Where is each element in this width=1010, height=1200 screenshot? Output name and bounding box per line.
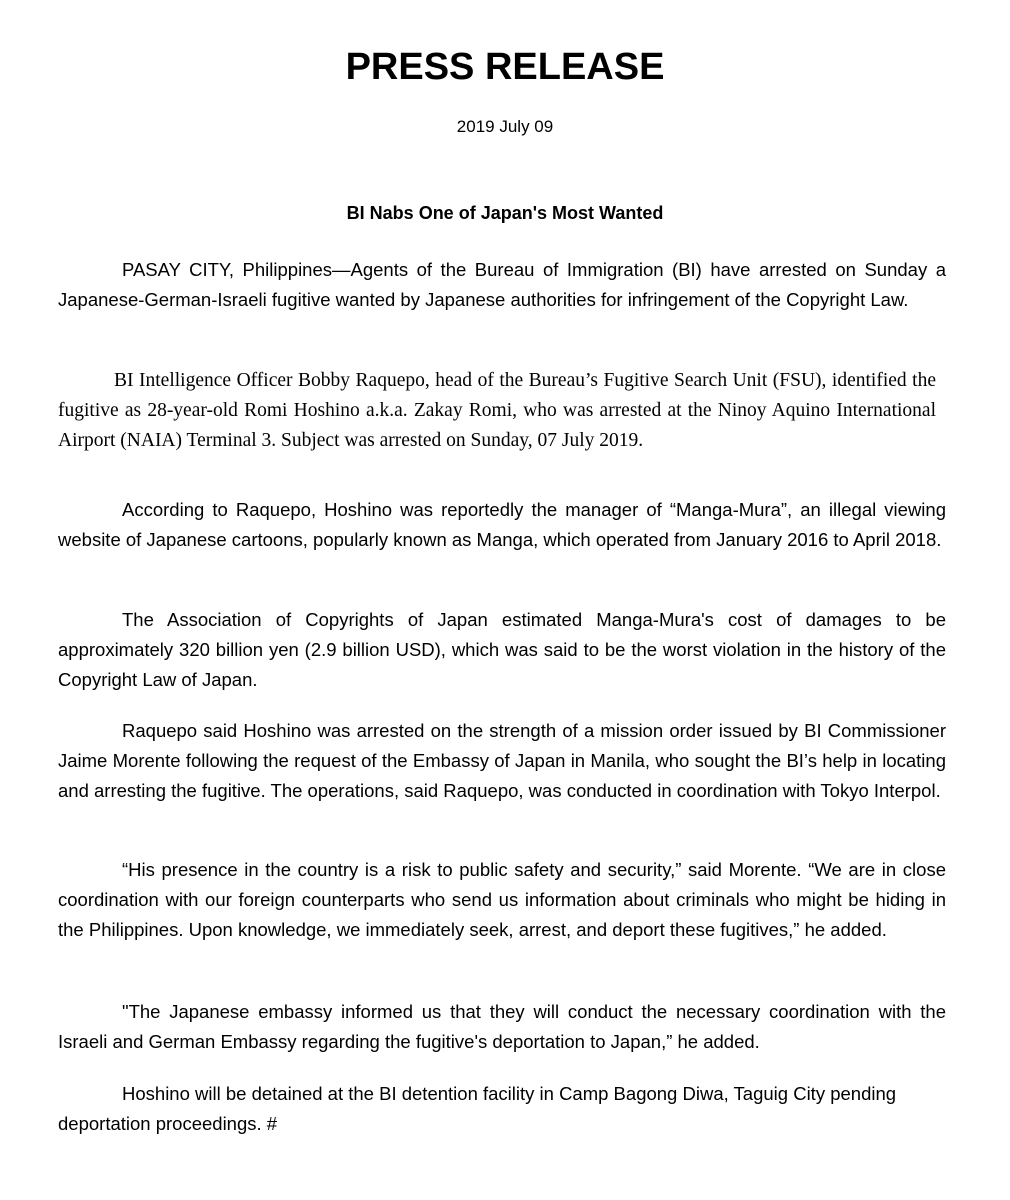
document-title: PRESS RELEASE	[345, 46, 665, 88]
paragraph-8: Hoshino will be detained at the BI detention facility in Camp Bagong Diwa, Taguig City pending deportation proceedings. #	[58, 1083, 897, 1134]
headline: BI Nabs One of Japan's Most Wanted	[346, 203, 664, 223]
paragraph-4: The Association of Copyrights of Japan estimated Manga-Mura's cost of damages to be approximately 320 billion yen (2.9 billion USD), which was said to be the worst violation in the history of the Copyright Law of Japan.	[58, 609, 946, 690]
release-date: 2019 July 09	[456, 117, 554, 136]
paragraph-6: “His presence in the country is a risk to public safety and security,” said Morente. “We are in close coordination with our foreign counterparts who send us information about criminals who might be hiding in the Philippines. Upon knowledge, we immediately seek, arrest, and deport these fugitives,” he added.	[58, 859, 946, 940]
paragraph-7: "The Japanese embassy informed us that they will conduct the necessary coordination with the Israeli and German Embassy regarding the fugitive's deportation to Japan,” he added.	[58, 1001, 946, 1052]
paragraph-3: According to Raquepo, Hoshino was reportedly the manager of “Manga-Mura”, an illegal viewing website of Japanese cartoons, popularly known as Manga, which operated from January 2016 to April 2018.	[58, 499, 946, 550]
paragraph-1: PASAY CITY, Philippines—Agents of the Bureau of Immigration (BI) have arrested on Sunday a Japanese-German-Israeli fugitive wanted by Japanese authorities for infringement of the Copyright Law.	[58, 259, 946, 310]
paragraph-5: Raquepo said Hoshino was arrested on the strength of a mission order issued by BI Commissioner Jaime Morente following the request of the Embassy of Japan in Manila, who sought the BI’s help in locating and arresting the fugitive. The operations, said Raquepo, was conducted in coordination with Tokyo Interpol.	[58, 720, 946, 801]
paragraph-2: BI Intelligence Officer Bobby Raquepo, head of the Bureau’s Fugitive Search Unit (FSU), identified the fugitive as 28-year-old Romi Hoshino a.k.a. Zakay Romi, who was arrested at the Ninoy Aquino International Airport (NAIA) Terminal 3. Subject was arrested on Sunday, 07 July 2019.	[58, 370, 936, 451]
